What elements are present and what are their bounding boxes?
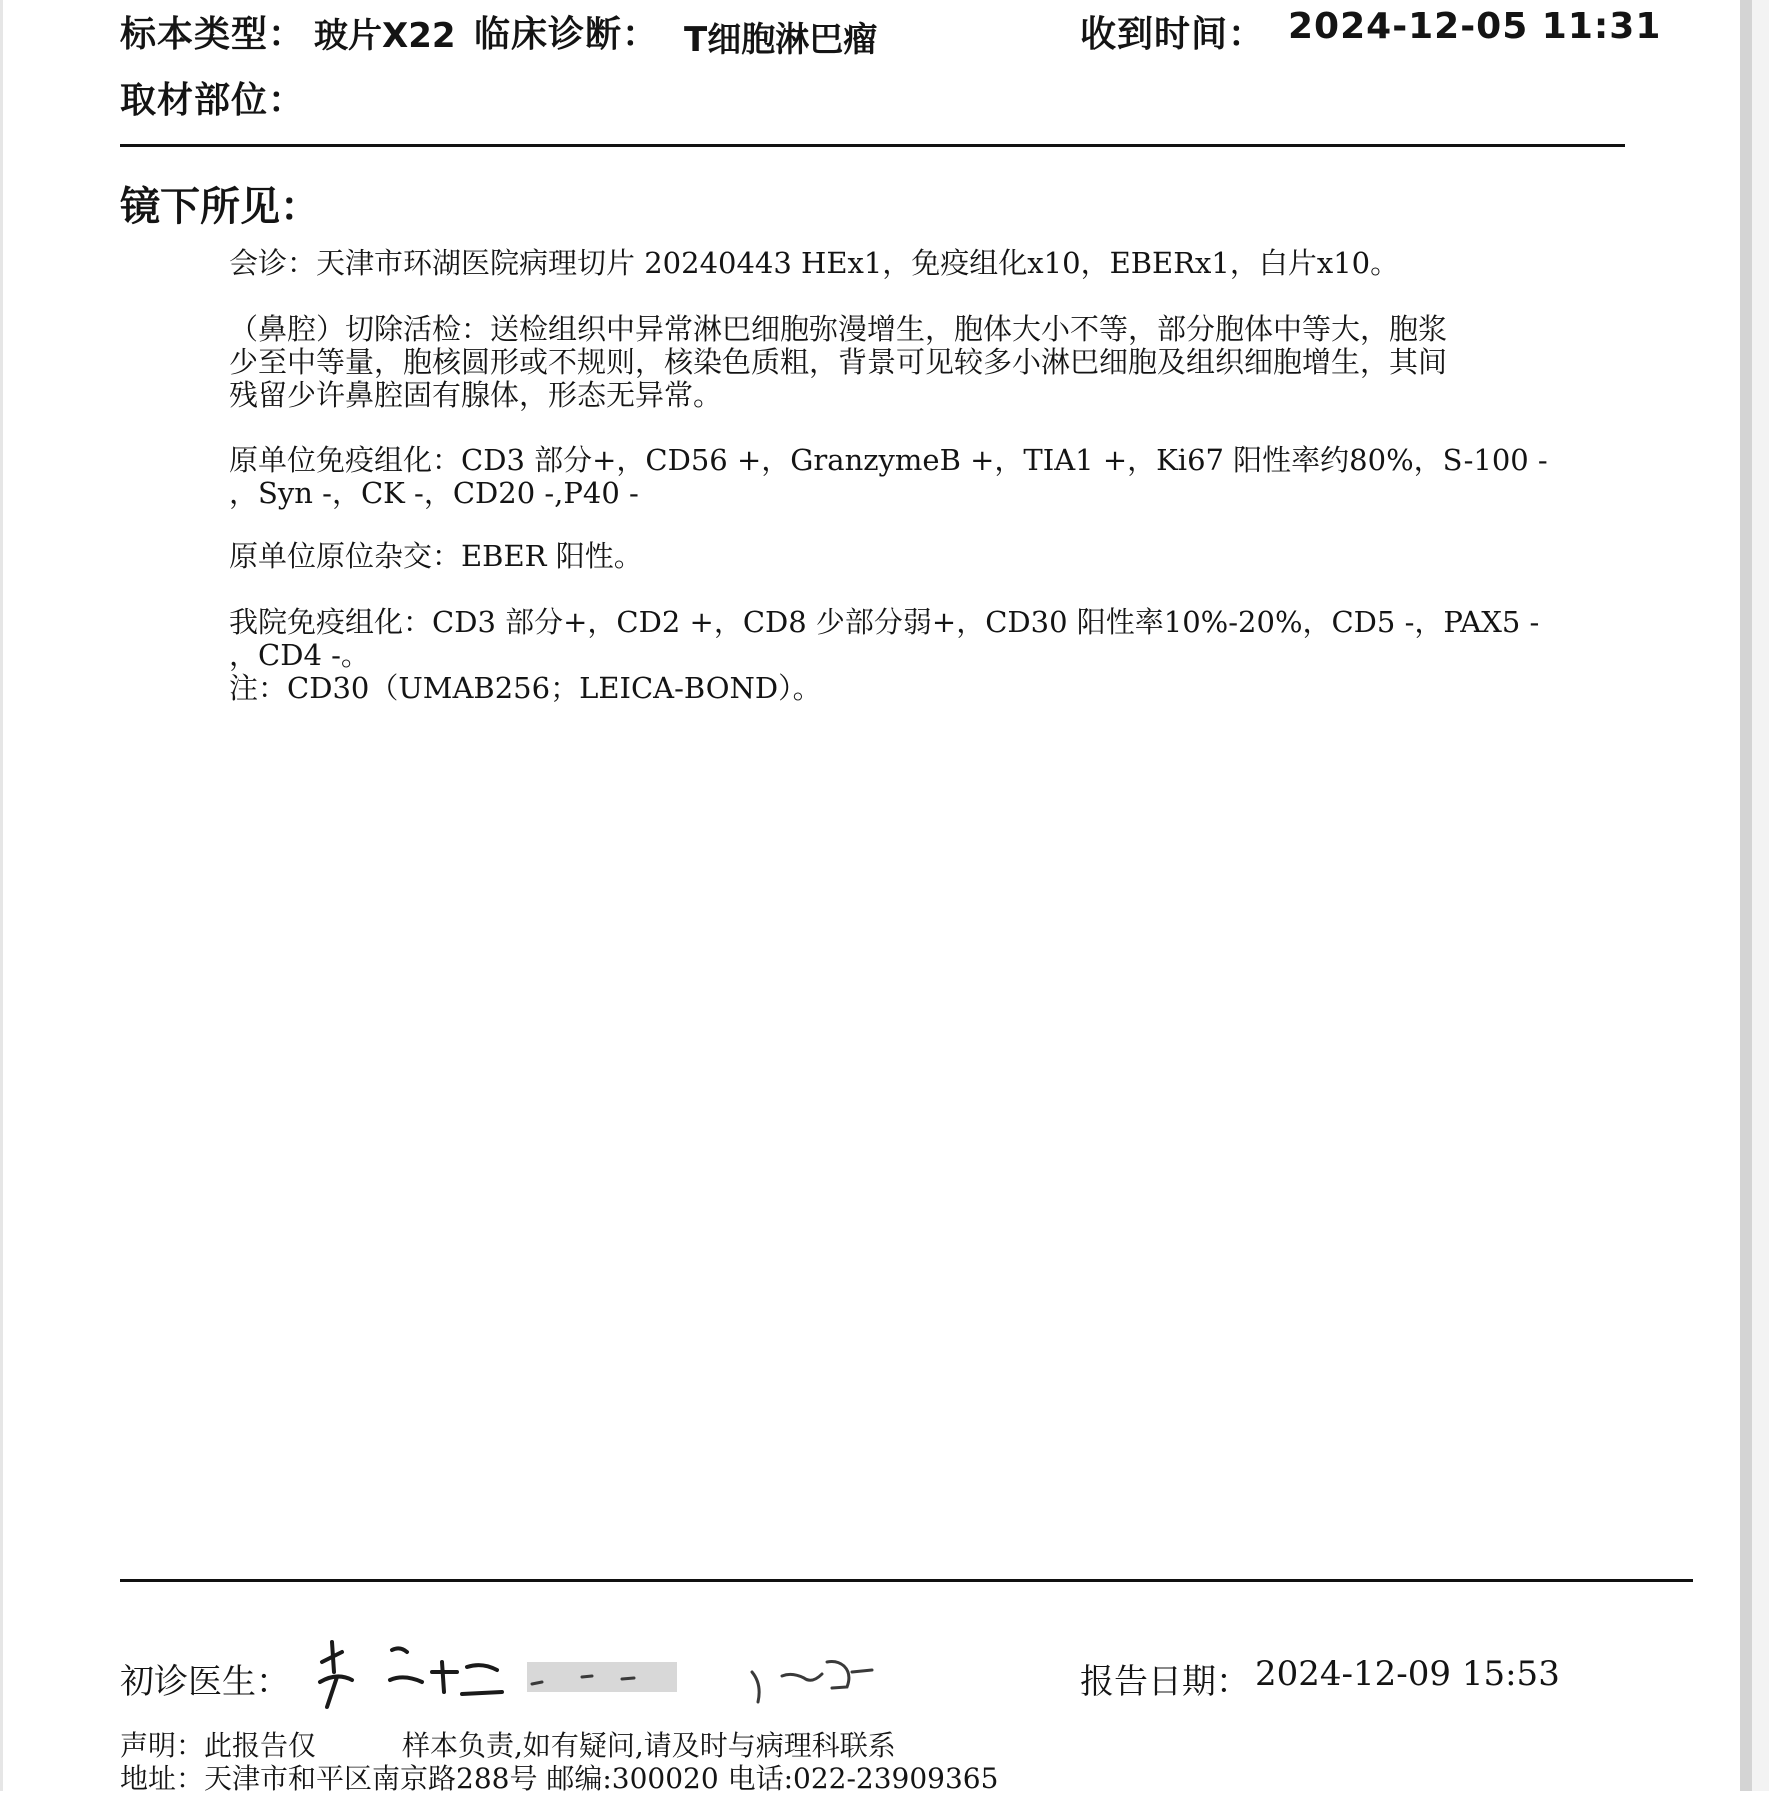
paragraph-our-ihc — [229, 606, 1599, 705]
page-right-scroll-edge — [1740, 0, 1752, 1791]
specimen-type-label: 标本类型： — [120, 14, 306, 55]
text-line: 少至中等量，胞核圆形或不规则，核染色质粗，背景可见较多小淋巴细胞及组织细胞增生，其间 — [229, 345, 1448, 379]
footer-divider — [120, 1579, 1693, 1582]
page-right-margin — [1752, 0, 1769, 1791]
received-time-label: 收到时间： — [1080, 14, 1266, 55]
address-text: 地址：天津市和平区南京路288号 邮编:300020 电话:022-23909365 — [120, 1762, 999, 1795]
paragraph-original-ish — [229, 540, 1599, 573]
clinical-diagnosis-value: T细胞淋巴瘤 — [684, 20, 878, 60]
text-line: 原单位原位杂交：EBER 阳性。 — [229, 539, 643, 573]
paragraph-biopsy — [229, 313, 1599, 412]
text-line: 我院免疫组化：CD3 部分+，CD2 +，CD8 少部分弱+，CD30 阳性率10%-20%，CD5 -，PAX5 - — [229, 605, 1540, 639]
disclaimer-text-part1: 声明：此报告仅 — [120, 1729, 317, 1762]
paragraph-consultation — [229, 247, 1599, 280]
text-line: 会诊：天津市环湖医院病理切片 20240443 HEx1，免疫组化x10，EBERx1，白片x10。 — [229, 246, 1400, 280]
paragraph-original-ihc — [229, 444, 1599, 510]
text-line: ，CD4 -。 — [229, 638, 370, 672]
text-line: 原单位免疫组化：CD3 部分+，CD56 +，GranzymeB +，TIA1 +，Ki67 阳性率约80%，S-100 - — [229, 443, 1548, 477]
disclaimer-text-part2: 样本负责,如有疑问,请及时与病理科联系 — [402, 1729, 896, 1762]
text-line: 注：CD30（UMAB256；LEICA-BOND）。 — [229, 671, 822, 705]
text-line: （鼻腔）切除活检：送检组织中异常淋巴细胞弥漫增生，胞体大小不等，部分胞体中等大，胞浆 — [229, 312, 1448, 346]
doctor-signature-image — [312, 1632, 992, 1722]
doctor-label: 初诊医生： — [120, 1662, 290, 1702]
text-line: 残留少许鼻腔固有腺体，形态无异常。 — [229, 378, 723, 412]
specimen-type-value: 玻片X22 — [314, 16, 456, 56]
clinical-diagnosis-label: 临床诊断： — [474, 14, 660, 55]
report-date-value: 2024-12-09 15:53 — [1255, 1654, 1560, 1694]
report-date-label: 报告日期： — [1080, 1662, 1250, 1702]
text-line: ，Syn -，CK -，CD20 -,P40 - — [229, 476, 639, 510]
sampling-site-label: 取材部位： — [120, 80, 306, 121]
received-time-value: 2024-12-05 11:31 — [1288, 6, 1662, 47]
microscopy-title: 镜下所见： — [120, 184, 320, 230]
header-divider — [120, 144, 1625, 147]
page-left-edge — [0, 0, 3, 1791]
